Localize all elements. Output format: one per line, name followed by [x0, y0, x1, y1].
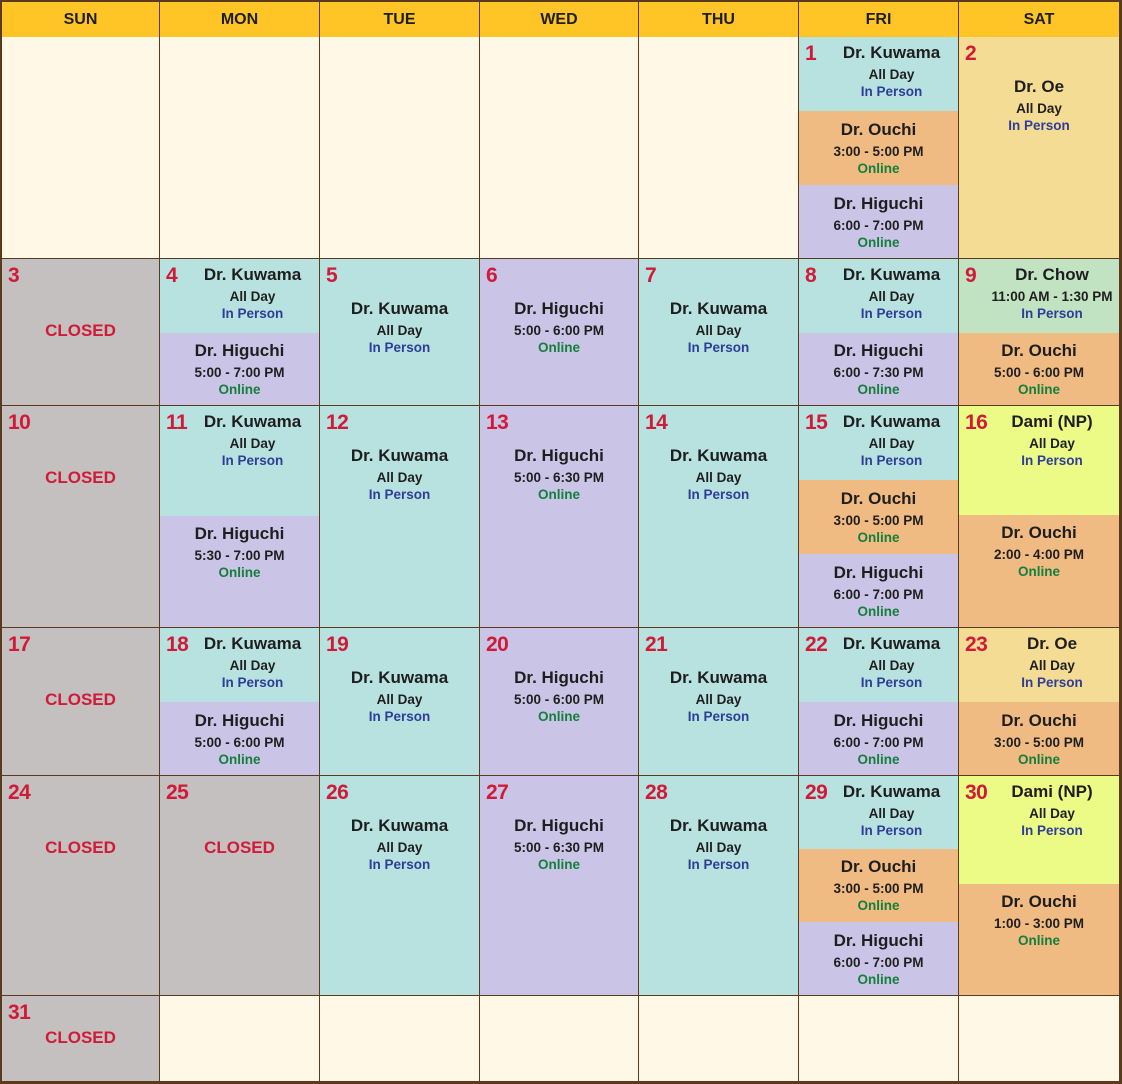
day-number: 24 — [8, 781, 31, 804]
doctor-name: Dami (NP) — [1011, 412, 1093, 431]
doctor-name: Dr. Kuwama — [842, 265, 941, 284]
day-number: 2 — [965, 42, 977, 65]
online-label: Online — [857, 234, 900, 250]
appointment-time: 6:00 - 7:30 PM — [833, 365, 924, 380]
appointment-slot[interactable] — [959, 333, 1119, 406]
online-label: Online — [537, 709, 580, 724]
closed-label: CLOSED — [45, 321, 116, 340]
day-number: 26 — [326, 781, 349, 804]
appointment-slot[interactable] — [160, 333, 319, 406]
day-header-sat: SAT — [959, 2, 1120, 38]
appointment-time: All Day — [1029, 806, 1075, 821]
appointment-time: 1:00 - 3:00 PM — [993, 916, 1085, 931]
empty-day-cell — [160, 996, 320, 1082]
day-number: 28 — [645, 781, 668, 804]
calendar-day-cell[interactable] — [799, 776, 959, 996]
in-person-label: In Person — [860, 675, 923, 690]
appointment-slot[interactable] — [480, 776, 638, 996]
calendar-day-cell[interactable] — [2, 776, 160, 996]
appointment-slot[interactable] — [639, 406, 798, 628]
in-person-label: In Person — [1008, 118, 1070, 133]
online-label: Online — [218, 751, 261, 767]
online-label: Online — [1017, 751, 1060, 767]
day-number: 1 — [805, 42, 817, 65]
appointment-slot[interactable] — [480, 259, 638, 406]
closed-label: CLOSED — [45, 468, 116, 487]
doctor-name: Dr. Ouchi — [1001, 523, 1077, 542]
appointment-time: 5:00 - 6:30 PM — [513, 840, 605, 855]
appointment-slot[interactable] — [959, 37, 1119, 259]
online-label: Online — [857, 971, 900, 987]
calendar-day-cell[interactable] — [480, 628, 639, 776]
doctor-name: Dr. Kuwama — [350, 816, 449, 835]
empty-day-cell — [480, 996, 639, 1082]
day-number: 16 — [965, 411, 988, 434]
doctor-name: Dr. Kuwama — [203, 412, 302, 431]
doctor-name: Dr. Higuchi — [833, 562, 924, 582]
day-header-thu: THU — [639, 2, 799, 38]
appointment-time: All Day — [1029, 436, 1075, 451]
appointment-time: 11:00 AM - 1:30 PM — [991, 289, 1113, 304]
calendar-day-cell[interactable] — [2, 628, 160, 776]
appointment-time: All Day — [868, 67, 915, 82]
day-number: 11 — [166, 411, 188, 434]
appointment-time: 5:00 - 6:00 PM — [194, 734, 285, 750]
calendar-day-cell[interactable] — [799, 628, 959, 776]
calendar-day-cell[interactable] — [959, 776, 1120, 996]
calendar-day-cell[interactable] — [320, 259, 480, 406]
doctor-name: Dr. Oe — [1013, 77, 1065, 96]
calendar-day-cell[interactable] — [480, 406, 639, 628]
in-person-label: In Person — [860, 84, 923, 99]
appointment-slot[interactable] — [160, 702, 319, 776]
calendar-day-cell[interactable] — [639, 628, 799, 776]
empty-day-cell — [639, 996, 799, 1082]
doctor-name: Dr. Higuchi — [833, 930, 924, 950]
online-label: Online — [218, 382, 261, 397]
calendar-day-cell[interactable] — [2, 996, 160, 1082]
empty-day-cell — [2, 37, 160, 259]
appointment-time: All Day — [868, 436, 915, 451]
calendar-day-cell[interactable] — [160, 406, 320, 628]
appointment-slot[interactable] — [799, 922, 958, 996]
appointment-slot[interactable] — [799, 185, 958, 259]
appointment-time: 5:00 - 7:00 PM — [194, 365, 285, 380]
appointment-slot[interactable] — [799, 333, 958, 406]
day-header-mon: MON — [160, 2, 320, 38]
doctor-name: Dr. Kuwama — [669, 299, 768, 318]
day-number: 10 — [8, 411, 31, 434]
empty-day-cell — [320, 996, 480, 1082]
appointment-slot[interactable] — [639, 776, 798, 996]
appointment-slot[interactable] — [320, 259, 479, 406]
day-header-fri: FRI — [799, 2, 959, 38]
online-label: Online — [857, 160, 900, 176]
appointment-time: 5:00 - 6:30 PM — [513, 470, 605, 485]
doctor-name: Dr. Kuwama — [350, 668, 449, 687]
calendar-day-cell[interactable] — [959, 628, 1120, 776]
appointment-time: All Day — [868, 658, 915, 673]
appointment-slot[interactable] — [959, 884, 1119, 996]
day-number: 15 — [805, 411, 828, 434]
day-number: 20 — [486, 633, 509, 656]
appointment-time: All Day — [376, 840, 423, 855]
doctor-name: Dr. Higuchi — [194, 341, 285, 360]
appointment-time: All Day — [695, 470, 742, 485]
doctor-name: Dr. Ouchi — [1001, 892, 1077, 911]
day-number: 19 — [326, 633, 349, 656]
doctor-name: Dr. Chow — [1015, 265, 1089, 284]
in-person-label: In Person — [860, 306, 923, 321]
appointment-slot[interactable] — [959, 702, 1119, 776]
calendar-day-cell[interactable] — [959, 37, 1120, 259]
empty-day-cell — [160, 37, 320, 259]
in-person-label: In Person — [860, 823, 923, 838]
calendar-day-cell[interactable] — [639, 406, 799, 628]
online-label: Online — [857, 603, 900, 619]
in-person-label: In Person — [687, 340, 750, 355]
calendar-day-cell[interactable] — [799, 259, 959, 406]
online-label: Online — [1017, 564, 1060, 579]
day-header-wed: WED — [480, 2, 639, 38]
day-number: 30 — [965, 781, 988, 804]
appointment-slot[interactable] — [480, 406, 638, 628]
in-person-label: In Person — [1021, 675, 1083, 690]
doctor-name: Dr. Kuwama — [350, 299, 449, 318]
appointment-time: 6:00 - 7:00 PM — [833, 586, 924, 602]
doctor-name: Dami (NP) — [1011, 782, 1093, 801]
calendar-day-cell[interactable] — [160, 776, 320, 996]
doctor-name: Dr. Higuchi — [514, 668, 604, 687]
appointment-time: All Day — [376, 692, 423, 707]
online-label: Online — [1017, 382, 1060, 397]
in-person-label: In Person — [221, 675, 284, 690]
appointment-slot[interactable] — [799, 554, 958, 628]
doctor-name: Dr. Ouchi — [840, 119, 917, 139]
online-label: Online — [857, 529, 900, 545]
appointment-time: 3:00 - 5:00 PM — [993, 734, 1085, 750]
day-number: 3 — [8, 264, 20, 287]
appointment-slot[interactable] — [160, 516, 319, 628]
day-number: 7 — [645, 264, 657, 287]
day-number: 6 — [486, 264, 498, 287]
day-number: 8 — [805, 264, 817, 287]
appointment-time: 2:00 - 4:00 PM — [993, 547, 1085, 562]
appointment-time: All Day — [1016, 101, 1062, 116]
calendar-day-cell[interactable] — [160, 259, 320, 406]
appointment-time: 5:00 - 6:00 PM — [513, 692, 605, 707]
appointment-slot[interactable] — [160, 259, 319, 333]
calendar-day-cell[interactable] — [2, 259, 160, 406]
doctor-name: Dr. Oe — [1026, 634, 1078, 653]
day-number: 9 — [965, 264, 977, 287]
day-number: 4 — [166, 264, 178, 287]
appointment-slot[interactable] — [320, 776, 479, 996]
doctor-name: Dr. Kuwama — [842, 412, 941, 431]
day-number: 31 — [8, 1001, 31, 1024]
doctor-name: Dr. Ouchi — [1001, 710, 1077, 730]
calendar-day-cell[interactable] — [639, 259, 799, 406]
calendar-day-cell[interactable] — [959, 406, 1120, 628]
day-number: 13 — [486, 411, 509, 434]
day-number: 27 — [486, 781, 509, 804]
calendar-day-cell[interactable] — [320, 628, 480, 776]
calendar-day-cell[interactable] — [480, 776, 639, 996]
online-label: Online — [857, 751, 900, 767]
doctor-name: Dr. Kuwama — [842, 782, 941, 801]
day-number: 18 — [166, 633, 189, 656]
calendar-day-cell[interactable] — [959, 259, 1120, 406]
online-label: Online — [537, 340, 580, 355]
closed-label: CLOSED — [45, 690, 116, 709]
appointment-time: All Day — [868, 806, 915, 821]
appointment-slot[interactable] — [959, 259, 1119, 333]
in-person-label: In Person — [687, 487, 750, 502]
online-label: Online — [857, 898, 900, 913]
calendar-day-cell[interactable] — [320, 406, 480, 628]
appointment-time: 5:00 - 6:00 PM — [513, 323, 605, 338]
day-header-sun: SUN — [2, 2, 160, 38]
empty-day-cell — [480, 37, 639, 259]
day-number: 17 — [8, 633, 31, 656]
appointment-slot[interactable] — [639, 259, 798, 406]
doctor-name: Dr. Higuchi — [833, 341, 924, 360]
doctor-name: Dr. Kuwama — [203, 634, 302, 653]
appointment-slot[interactable] — [799, 37, 958, 111]
doctor-name: Dr. Kuwama — [669, 816, 768, 835]
appointment-time: All Day — [695, 840, 742, 855]
appointment-slot[interactable] — [799, 849, 958, 922]
empty-day-cell — [320, 37, 480, 259]
appointment-slot[interactable] — [799, 480, 958, 554]
in-person-label: In Person — [1021, 453, 1083, 468]
doctor-name: Dr. Ouchi — [1001, 341, 1077, 360]
appointment-time: 3:00 - 5:00 PM — [833, 881, 924, 896]
appointment-time: All Day — [695, 692, 742, 707]
in-person-label: In Person — [368, 340, 431, 355]
empty-day-cell — [799, 996, 959, 1082]
appointment-time: 6:00 - 7:00 PM — [833, 734, 924, 750]
closed-label: CLOSED — [45, 1028, 116, 1047]
appointment-time: 6:00 - 7:00 PM — [833, 217, 924, 233]
doctor-name: Dr. Higuchi — [194, 524, 285, 543]
appointment-time: All Day — [229, 289, 276, 304]
online-label: Online — [857, 382, 900, 397]
appointment-time: All Day — [229, 436, 276, 451]
day-number: 12 — [326, 411, 349, 434]
appointment-time: 5:30 - 7:00 PM — [194, 548, 285, 563]
doctor-name: Dr. Higuchi — [514, 299, 604, 318]
in-person-label: In Person — [368, 487, 431, 502]
appointment-time: All Day — [376, 323, 423, 338]
online-label: Online — [1017, 933, 1060, 948]
in-person-label: In Person — [1021, 306, 1083, 321]
online-label: Online — [537, 487, 580, 502]
calendar-day-cell[interactable] — [480, 259, 639, 406]
appointment-time: 6:00 - 7:00 PM — [833, 954, 924, 970]
day-number: 5 — [326, 264, 338, 287]
in-person-label: In Person — [368, 709, 431, 724]
doctor-name: Dr. Kuwama — [842, 634, 941, 653]
appointment-slot[interactable] — [320, 406, 479, 628]
day-number: 14 — [645, 411, 668, 434]
closed-label: CLOSED — [45, 838, 116, 857]
doctor-name: Dr. Kuwama — [669, 446, 768, 465]
online-label: Online — [218, 565, 261, 580]
appointment-time: All Day — [695, 323, 742, 338]
calendar-day-cell[interactable] — [639, 776, 799, 996]
doctor-name: Dr. Higuchi — [514, 816, 604, 835]
doctor-name: Dr. Kuwama — [842, 43, 941, 62]
day-number: 22 — [805, 633, 828, 656]
appointment-slot[interactable] — [799, 111, 958, 185]
doctor-name: Dr. Ouchi — [840, 857, 917, 876]
closed-label: CLOSED — [204, 838, 275, 857]
online-label: Online — [537, 857, 580, 872]
in-person-label: In Person — [221, 306, 284, 321]
calendar-day-cell[interactable] — [160, 628, 320, 776]
in-person-label: In Person — [368, 857, 431, 872]
in-person-label: In Person — [221, 453, 284, 468]
appointment-slot[interactable] — [959, 515, 1119, 628]
doctor-name: Dr. Higuchi — [833, 710, 924, 730]
appointment-time: 3:00 - 5:00 PM — [833, 512, 924, 528]
day-header-tue: TUE — [320, 2, 480, 38]
doctor-name: Dr. Kuwama — [203, 265, 302, 284]
calendar-day-cell[interactable] — [799, 406, 959, 628]
appointment-time: All Day — [868, 289, 915, 304]
empty-day-cell — [639, 37, 799, 259]
doctor-name: Dr. Ouchi — [840, 488, 917, 508]
doctor-name: Dr. Higuchi — [833, 193, 924, 213]
doctor-name: Dr. Kuwama — [350, 446, 449, 465]
day-number: 21 — [645, 633, 668, 656]
day-number: 25 — [166, 781, 189, 804]
appointment-time: 5:00 - 6:00 PM — [993, 365, 1085, 380]
appointment-time: All Day — [376, 470, 423, 485]
appointment-time: All Day — [1029, 658, 1075, 673]
in-person-label: In Person — [1021, 823, 1083, 838]
appointment-slot[interactable] — [799, 702, 958, 776]
day-number: 23 — [965, 633, 988, 656]
calendar-day-cell[interactable] — [320, 776, 480, 996]
calendar-day-cell[interactable] — [2, 406, 160, 628]
appointment-time: All Day — [229, 658, 276, 673]
in-person-label: In Person — [860, 453, 923, 468]
calendar-day-cell[interactable] — [799, 37, 959, 259]
empty-day-cell — [959, 996, 1120, 1082]
appointment-slot[interactable] — [799, 259, 958, 333]
in-person-label: In Person — [687, 709, 750, 724]
doctor-name: Dr. Higuchi — [194, 710, 285, 730]
doctor-name: Dr. Kuwama — [669, 668, 768, 687]
in-person-label: In Person — [687, 857, 750, 872]
doctor-name: Dr. Higuchi — [514, 446, 604, 465]
day-number: 29 — [805, 781, 828, 804]
appointment-time: 3:00 - 5:00 PM — [833, 143, 924, 159]
